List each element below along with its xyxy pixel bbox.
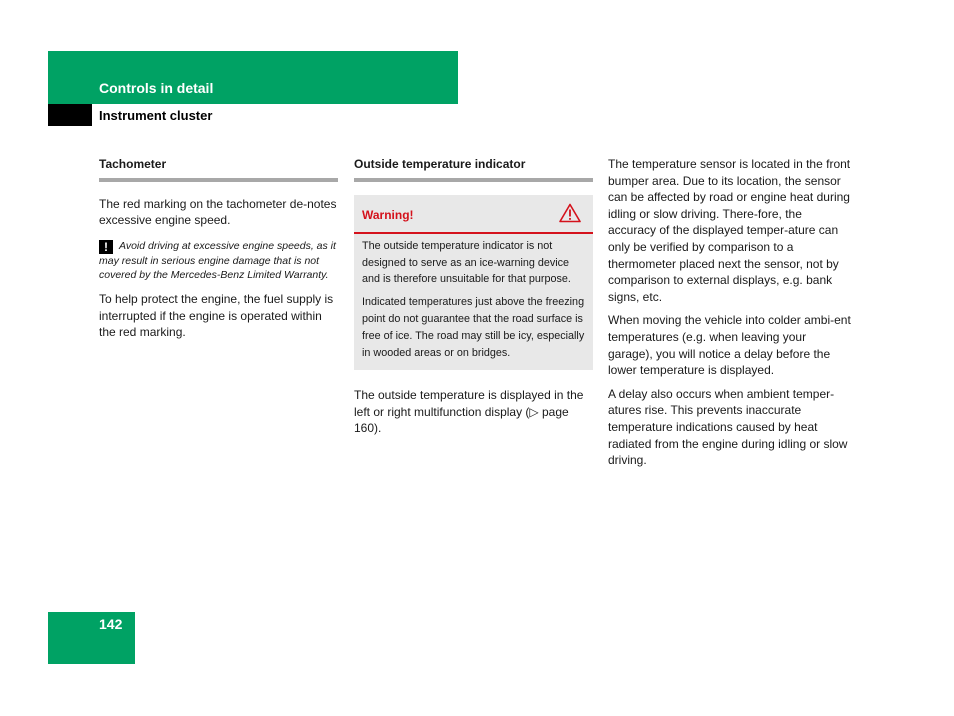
page-number: 142 [99, 616, 123, 632]
warning-paragraph-2: Indicated temperatures just above the freezing point do not guarantee that the road surface is free of ice. The road may still be icy, especially in wooded areas or on bridges. [362, 296, 585, 360]
column-sensor-info [608, 156, 853, 469]
outside-temperature-paragraph: The outside temperature is displayed in the left or right multifunction display (▷ page 160). [354, 387, 584, 436]
sensor-paragraph-3: A delay also occurs when ambient temper-atures rise. This prevents inaccurate temperature indications caused by heat radiated from the engine during idling or slow driving. [608, 386, 848, 468]
outside-temperature-heading: Outside temperature indicator [354, 156, 593, 182]
warning-body [354, 234, 593, 370]
damage-note [99, 239, 338, 283]
tachometer-heading: Tachometer [99, 156, 338, 182]
header-band [48, 51, 458, 104]
damage-note-text: Avoid driving at excessive engine speeds, as it may result in serious engine damage that is not covered by the Mercedes-Benz Limited Warranty. [99, 239, 336, 282]
sensor-paragraph-2: When moving the vehicle into colder ambi-ent temperatures (e.g. when leaving your garage), you will notice a delay before the lower temperature is displayed. [608, 313, 851, 378]
subsection-title: Instrument cluster [99, 108, 213, 123]
warning-label: Warning! [362, 207, 414, 222]
column-tachometer [99, 156, 338, 341]
sensor-paragraph-1: The temperature sensor is located in the front bumper area. Due to its location, the sensor can be affected by road or engine heat during idling or slow driving. There-fore, the accuracy of the displayed temper-ature can only be verified by comparison to a thermometer placed next the sensor, not by comparison to external displays, e.g. bank signs, etc. [608, 157, 851, 304]
section-title: Controls in detail [99, 80, 214, 96]
warning-triangle-icon [559, 203, 581, 223]
section-marker-tab [48, 104, 92, 126]
tachometer-paragraph-1: The red marking on the tachometer de-notes excessive engine speed. [99, 196, 337, 228]
exclamation-icon: ! [99, 240, 113, 254]
warning-header [354, 195, 593, 234]
warning-box [354, 195, 593, 370]
tachometer-paragraph-2: To help protect the engine, the fuel supply is interrupted if the engine is operated within the red marking. [99, 291, 334, 340]
column-outside-temperature [354, 156, 593, 437]
warning-paragraph-1: The outside temperature indicator is not designed to serve as an ice-warning device and is therefore unsuitable for that purpose. [362, 239, 571, 286]
